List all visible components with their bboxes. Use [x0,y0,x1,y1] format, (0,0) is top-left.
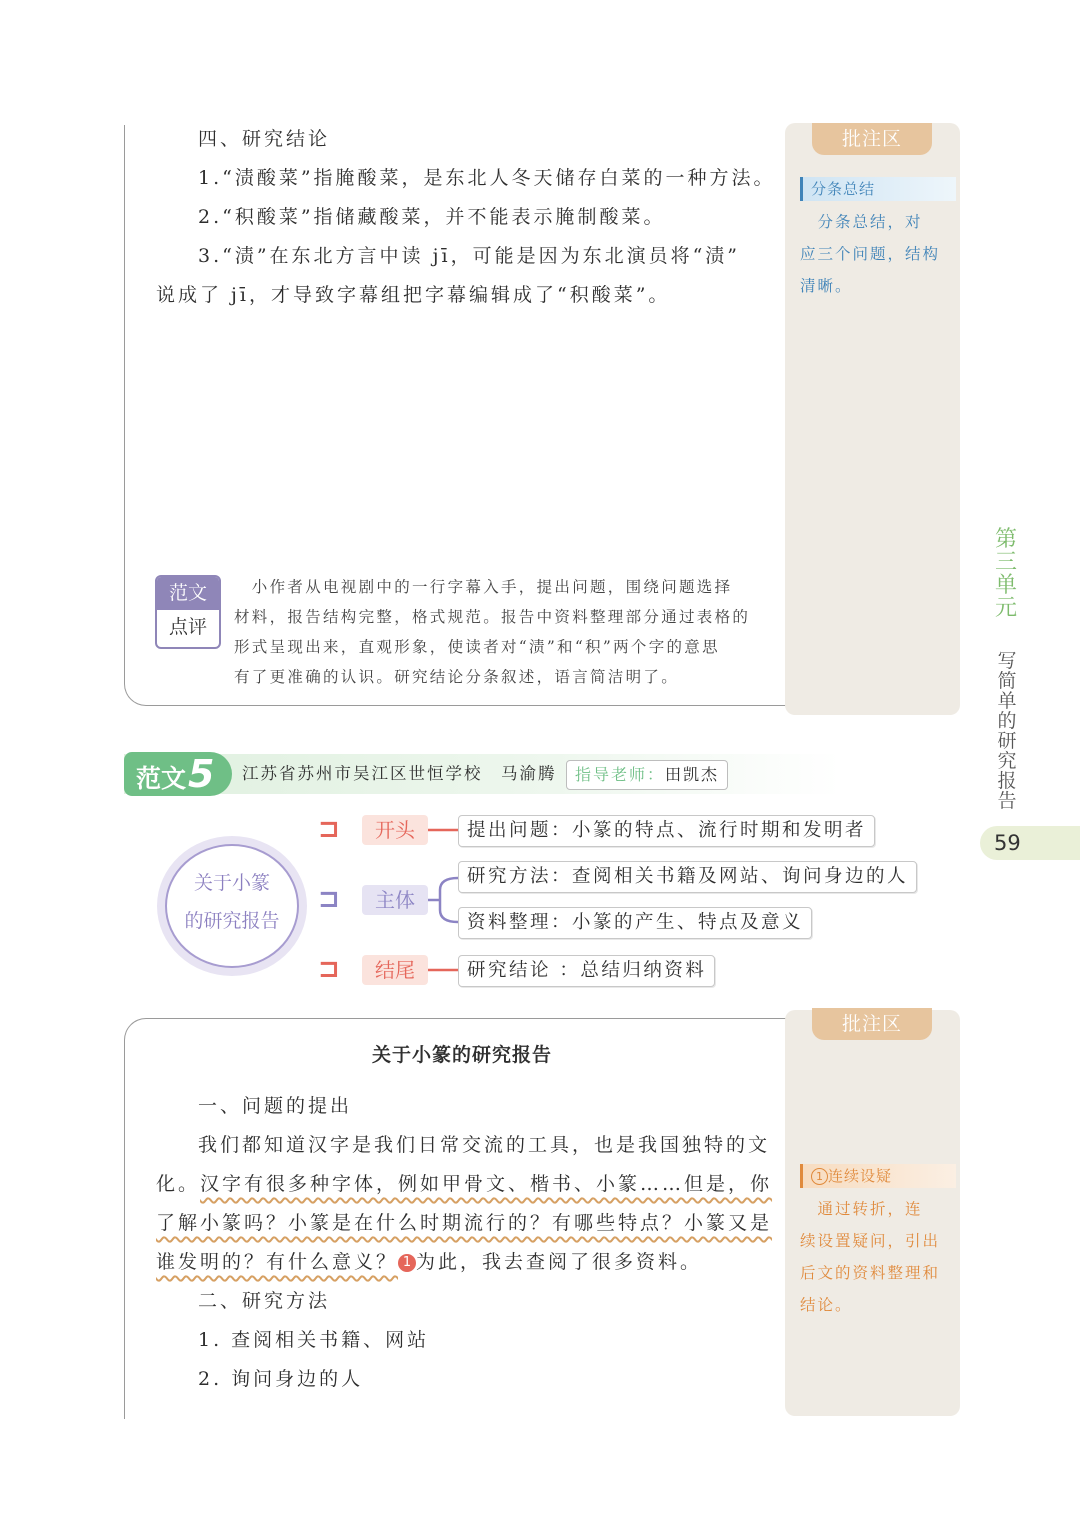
title-char: 报 [997,769,1017,792]
annotation-heading-top: 分条总结 [800,177,956,201]
unit-char: 三 [994,550,1017,576]
teacher-name: 田凯杰 [665,765,720,784]
annotation-line: 结论。 [800,1296,853,1314]
unit-title [993,652,1021,812]
annotation-line: 续设置疑问，引出 [800,1232,941,1250]
example-badge [124,752,232,796]
paragraph-line [156,1247,702,1274]
annotation-line: 后文的资料整理和 [800,1264,941,1282]
mindmap-center-line1: 关于小篆 [193,872,270,894]
example-badge-label: 范文 [136,764,187,793]
commentary-line: 小作者从电视剧中的一行字幕入手，提出问题，围绕问题选择 [234,578,733,596]
report-title: 关于小篆的研究报告 [371,1044,552,1066]
paragraph-line [156,1169,772,1196]
paragraph-line: 我们都知道汉字是我们日常交流的工具，也是我国独特的文 [198,1134,771,1156]
paragraph-line [156,1208,772,1235]
number-1-icon: 1 [811,1168,828,1185]
title-char: 简 [997,669,1017,692]
commentary-badge [155,575,221,649]
annotation-tab-top: 批注区 [812,123,932,155]
text-underlined: 了解小篆吗？小篆是在什么时期流行的？有哪些特点？小篆又是 [156,1212,773,1234]
annotation-line: 清晰。 [800,277,853,295]
annotation-line: 分条总结，对 [800,213,923,231]
mindmap-box-ending: 研究结论 ：总结归纳资料 [458,955,715,987]
tag-body: 主体 [362,885,428,915]
annotation-heading-text: 连续设疑 [828,1167,893,1185]
title-char: 告 [997,789,1017,812]
method-item-1: 1. 查阅相关书籍、网站 [198,1329,430,1351]
mindmap-box-opening: 提出问题：小篆的特点、流行时期和发明者 [458,815,875,847]
tag-opening: 开头 [362,815,428,845]
unit-char: 单 [994,573,1017,599]
marker-1-icon: 1 [398,1254,416,1272]
annotation-body-top [800,206,950,302]
conclusion-item-1: 1.“渍酸菜”指腌酸菜，是东北人冬天储存白菜的一种方法。 [198,167,776,189]
teacher-box [566,760,728,790]
section-heading-2: 二、研究方法 [198,1290,331,1312]
title-char: 的 [997,709,1017,732]
title-char: 单 [997,689,1017,712]
conclusion-item-3: 3.“渍”在东北方言中读 jī，可能是因为东北演员将“渍” [198,245,740,267]
conclusion-heading: 四、研究结论 [198,128,331,150]
mindmap-box-body-method: 研究方法：查阅相关书籍及网站、询问身边的人 [458,861,917,893]
title-char: 写 [997,650,1017,672]
commentary-badge-top: 范文 [157,577,219,610]
teacher-label: 指导老师： [575,765,666,784]
tag-ending: 结尾 [362,955,428,985]
commentary-line: 形式呈现出来，直观形象，使读者对“渍”和“积”两个字的意思 [234,638,720,656]
unit-label [992,528,1020,620]
commentary-badge-bottom: 点评 [168,616,207,638]
annotation-line: 通过转折，连 [800,1200,923,1218]
unit-char: 元 [994,596,1017,622]
school-author: 江苏省苏州市吴江区世恒学校 马渝腾 [242,764,557,783]
arrow-icon: ⊐ [318,884,340,914]
page-number: 59 [980,826,1080,860]
conclusion-item-3-cont: 说成了 jī，才导致字幕组把字幕编辑成了“积酸菜”。 [156,284,671,306]
title-char: 研 [997,729,1017,752]
example-badge-number: 5 [188,752,215,796]
annotation-tab-bottom: 批注区 [812,1008,932,1040]
mindmap-box-body-material: 资料整理：小篆的产生、特点及意义 [458,907,812,939]
text-underlined: 汉字有很多种字体，例如甲骨文、楷书、小篆……但是，你 [200,1173,773,1195]
commentary-line: 有了更准确的认识。研究结论分条叙述，语言简洁明了。 [234,668,680,686]
arrow-icon: ⊐ [318,954,340,984]
conclusion-item-2: 2.“积酸菜”指储藏酸菜，并不能表示腌制酸菜。 [198,206,666,228]
mindmap-center-line2: 的研究报告 [184,910,280,932]
annotation-body-bottom [800,1193,950,1321]
text-underlined: 谁发明的？有什么意义？ [156,1251,399,1273]
annotation-heading-bottom [800,1164,956,1188]
commentary-line: 材料，报告结构完整，格式规范。报告中资料整理部分通过表格的 [234,608,751,626]
text-plain: 化。 [156,1173,201,1195]
arrow-icon: ⊐ [318,814,340,844]
title-char: 究 [997,749,1017,772]
annotation-line: 应三个问题，结构 [800,245,941,263]
unit-char: 第 [994,527,1017,552]
method-item-2: 2. 询问身边的人 [198,1368,364,1390]
text-plain: 为此，我去查阅了很多资料。 [416,1251,703,1273]
section-heading-1: 一、问题的提出 [198,1095,353,1117]
